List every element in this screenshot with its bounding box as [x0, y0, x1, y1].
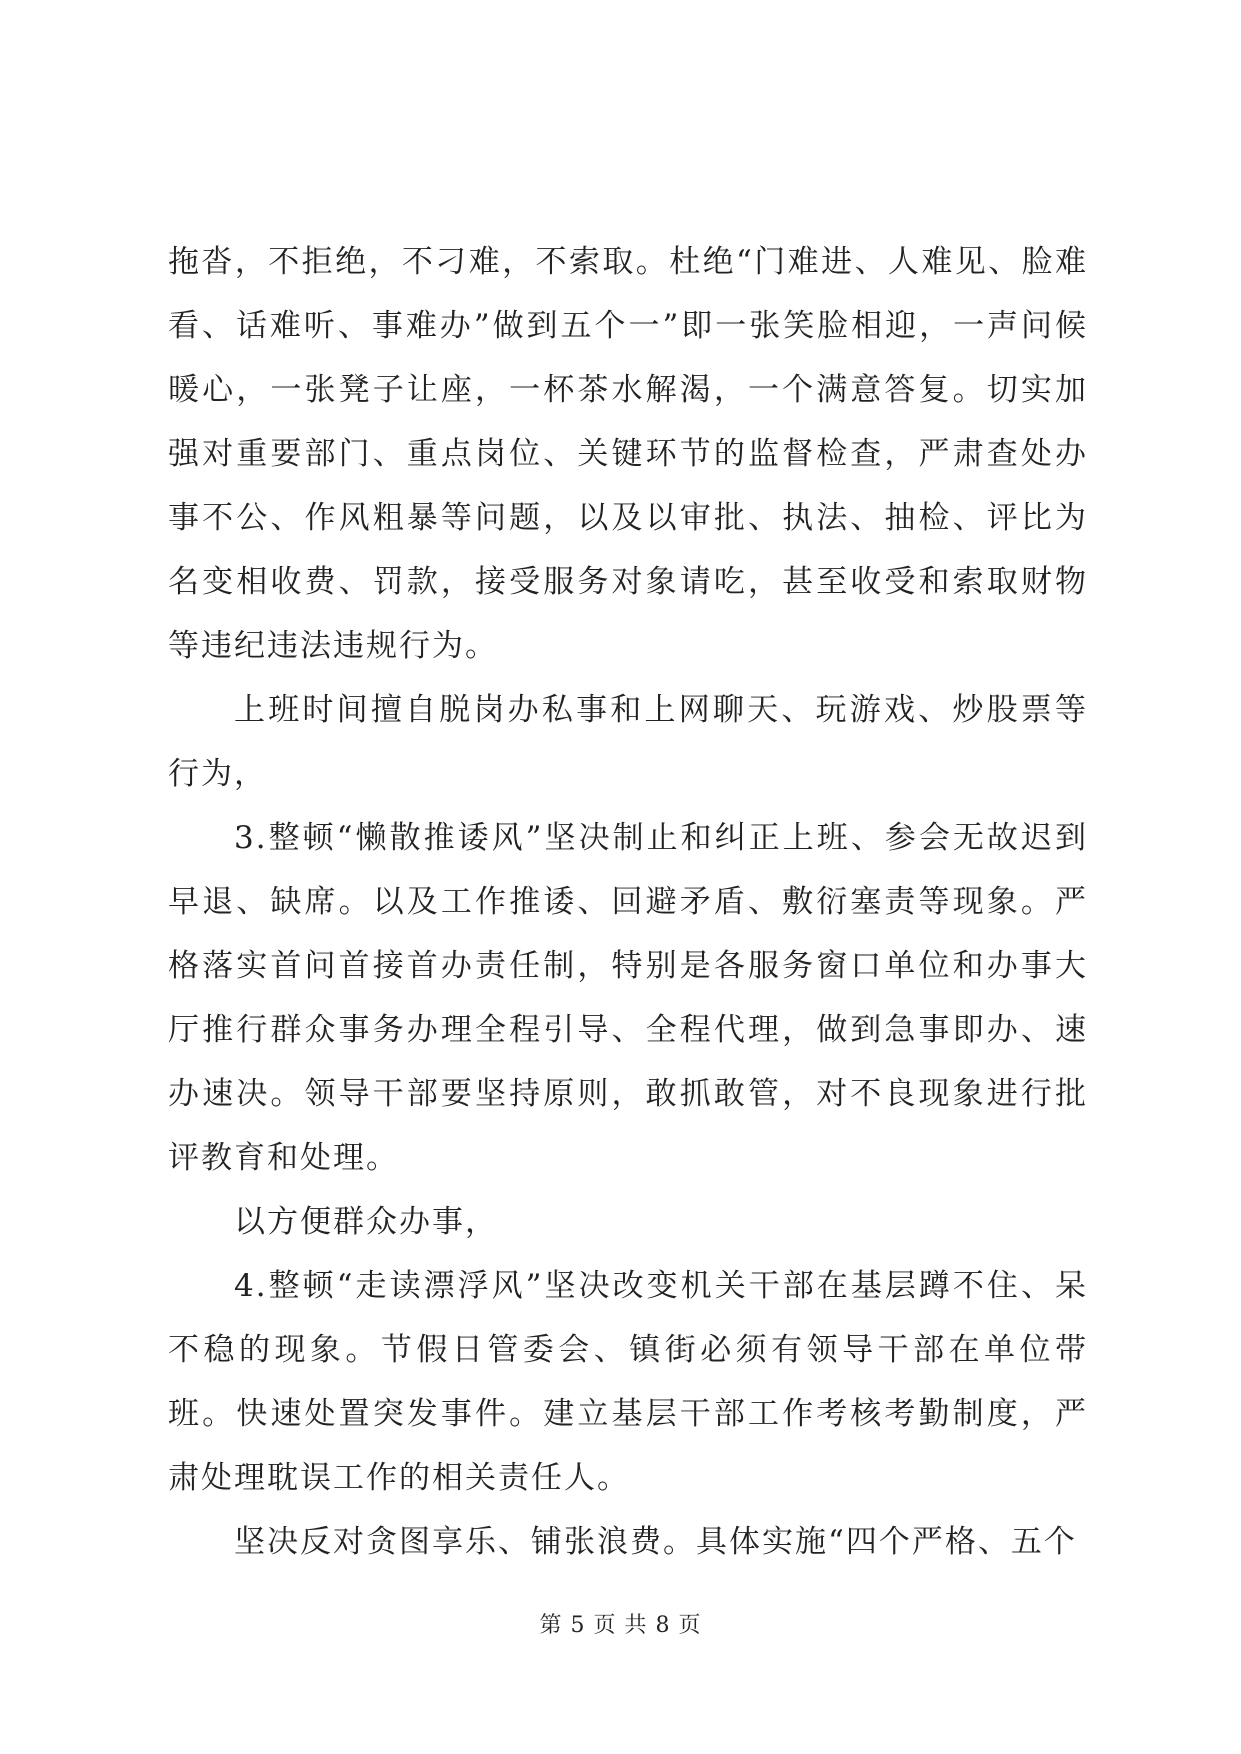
paragraph-1: 拖沓，不拒绝，不刁难，不索取。杜绝“门难进、人难见、脸难看、话难听、事难办”做到五个一”即一张笑脸相迎，一声问候暖心，一张凳子让座，一杯茶水解渴，一个满意答复。切实加强对重要部门、重点岗位、关键环节的监督检查，严肃查处办事不公、作风粗暴等问题，以及以审批、执法、抽检、评比为名变相收费、罚款，接受服务对象请吃，甚至收受和索取财物等违纪违法违规行为。 — [168, 244, 1088, 664]
paragraph-6: 坚决反对贪图享乐、铺张浪费。具体实施“四个严格、五个 — [234, 1524, 1077, 1560]
paragraph-4: 以方便群众办事， — [234, 1204, 498, 1240]
paragraph-5: 4.整顿“走读漂浮风”坚决改变机关干部在基层蹲不住、呆不稳的现象。节假日管委会、镇街必须有领导干部在单位带班。快速处置突发事件。建立基层干部工作考核考勤制度，严肃处理耽误工作的相关责任人。 — [168, 1268, 1088, 1496]
page-number-footer: 第 5 页 共 8 页 — [539, 1613, 702, 1638]
document-body — [168, 230, 1088, 1574]
paragraph-3: 3.整顿“懒散推诿风”坚决制止和纠正上班、参会无故迟到早退、缺席。以及工作推诿、回避矛盾、敷衍塞责等现象。严格落实首问首接首办责任制，特别是各服务窗口单位和办事大厅推行群众事务办理全程引导、全程代理，做到急事即办、速办速决。领导干部要坚持原则，敢抓敢管，对不良现象进行批评教育和处理。 — [168, 820, 1088, 1176]
paragraph-2: 上班时间擅自脱岗办私事和上网聊天、玩游戏、炒股票等行为， — [168, 692, 1088, 792]
